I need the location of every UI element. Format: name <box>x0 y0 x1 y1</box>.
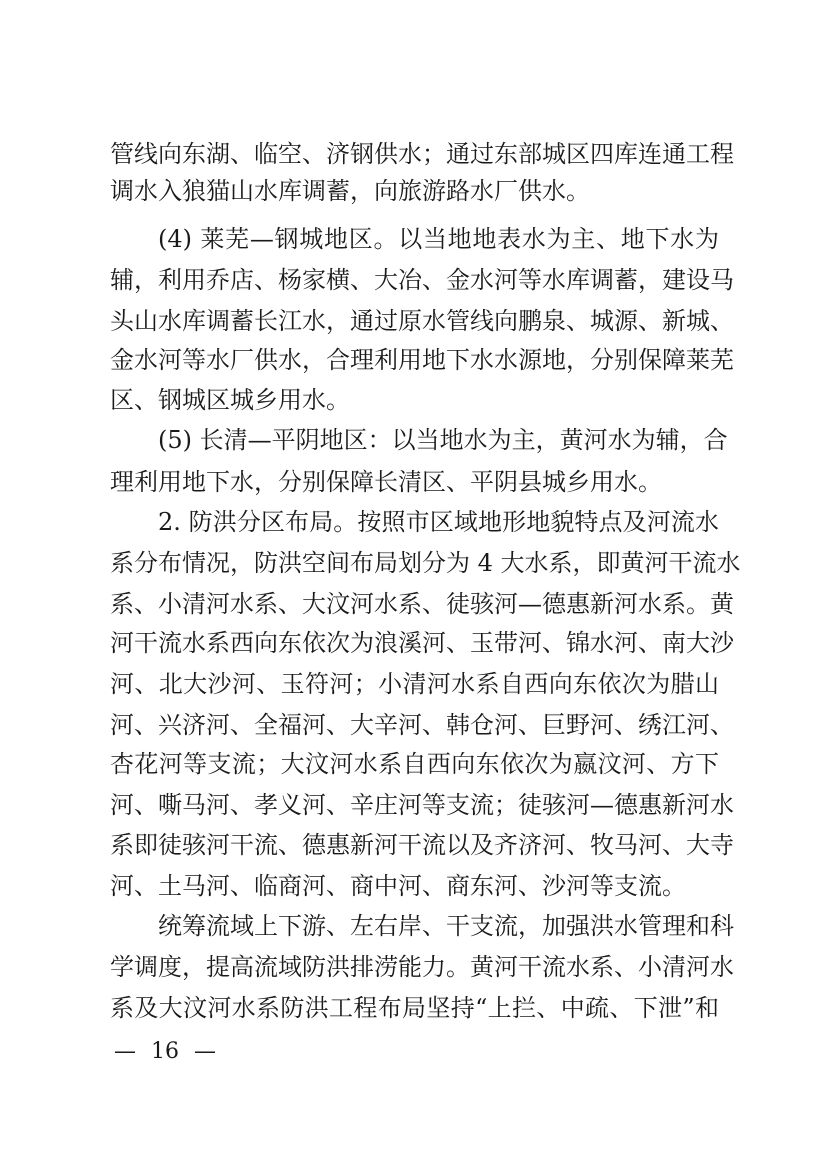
text-line: 区、钢城区城乡用水。 <box>110 386 350 414</box>
text-line: (4) 莱芜—钢城地区。以当地地表水为主、地下水为 <box>158 225 719 253</box>
text-line: 2. 防洪分区布局。按照市区域地形地貌特点及河流水 <box>158 508 719 536</box>
text-line: 河、土马河、临商河、商中河、商东河、沙河等支流。 <box>110 872 686 900</box>
text-line: (5) 长清—平阴地区：以当地水为主，黄河水为辅，合 <box>158 426 728 454</box>
text-line: 辅，利用乔店、杨家横、大冶、金水河等水库调蓄，建设马 <box>110 266 734 294</box>
text-line: 系分布情况，防洪空间布局划分为 4 大水系，即黄河干流水 <box>110 549 741 577</box>
text-line: 学调度，提高流域防洪排涝能力。黄河干流水系、小清河水 <box>110 953 734 981</box>
text-line: 河、兴济河、全福河、大辛河、韩仓河、巨野河、绣江河、 <box>110 711 734 739</box>
text-line: 头山水库调蓄长江水，通过原水管线向鹏泉、城源、新城、 <box>110 307 734 335</box>
text-line: 系即徒骇河干流、德惠新河干流以及齐济河、牧马河、大寺 <box>110 831 734 859</box>
text-line: 系及大汶河水系防洪工程布局坚持“上拦、中疏、下泄”和 <box>110 994 719 1022</box>
text-line: 河干流水系西向东依次为浪溪河、玉带河、锦水河、南大沙 <box>110 629 734 657</box>
page-number: — 16 — <box>114 1039 216 1064</box>
text-line: 杏花河等支流；大汶河水系自西向东依次为嬴汶河、方下 <box>110 750 719 778</box>
text-line: 调水入狼猫山水库调蓄，向旅游路水厂供水。 <box>110 177 590 205</box>
text-line: 管线向东湖、临空、济钢供水；通过东部城区四库连通工程 <box>110 140 734 168</box>
text-line: 理利用地下水，分别保障长清区、平阴县城乡用水。 <box>110 468 662 496</box>
text-line: 系、小清河水系、大汶河水系、徒骇河—德惠新河水系。黄 <box>110 590 734 618</box>
text-line: 河、北大沙河、玉符河；小清河水系自西向东依次为腊山 <box>110 670 719 698</box>
text-line: 河、嘶马河、孝义河、辛庄河等支流；徒骇河—德惠新河水 <box>110 791 734 819</box>
text-line: 金水河等水厂供水，合理利用地下水水源地，分别保障莱芜 <box>110 346 734 374</box>
text-line: 统筹流域上下游、左右岸、干支流，加强洪水管理和科 <box>158 912 734 940</box>
